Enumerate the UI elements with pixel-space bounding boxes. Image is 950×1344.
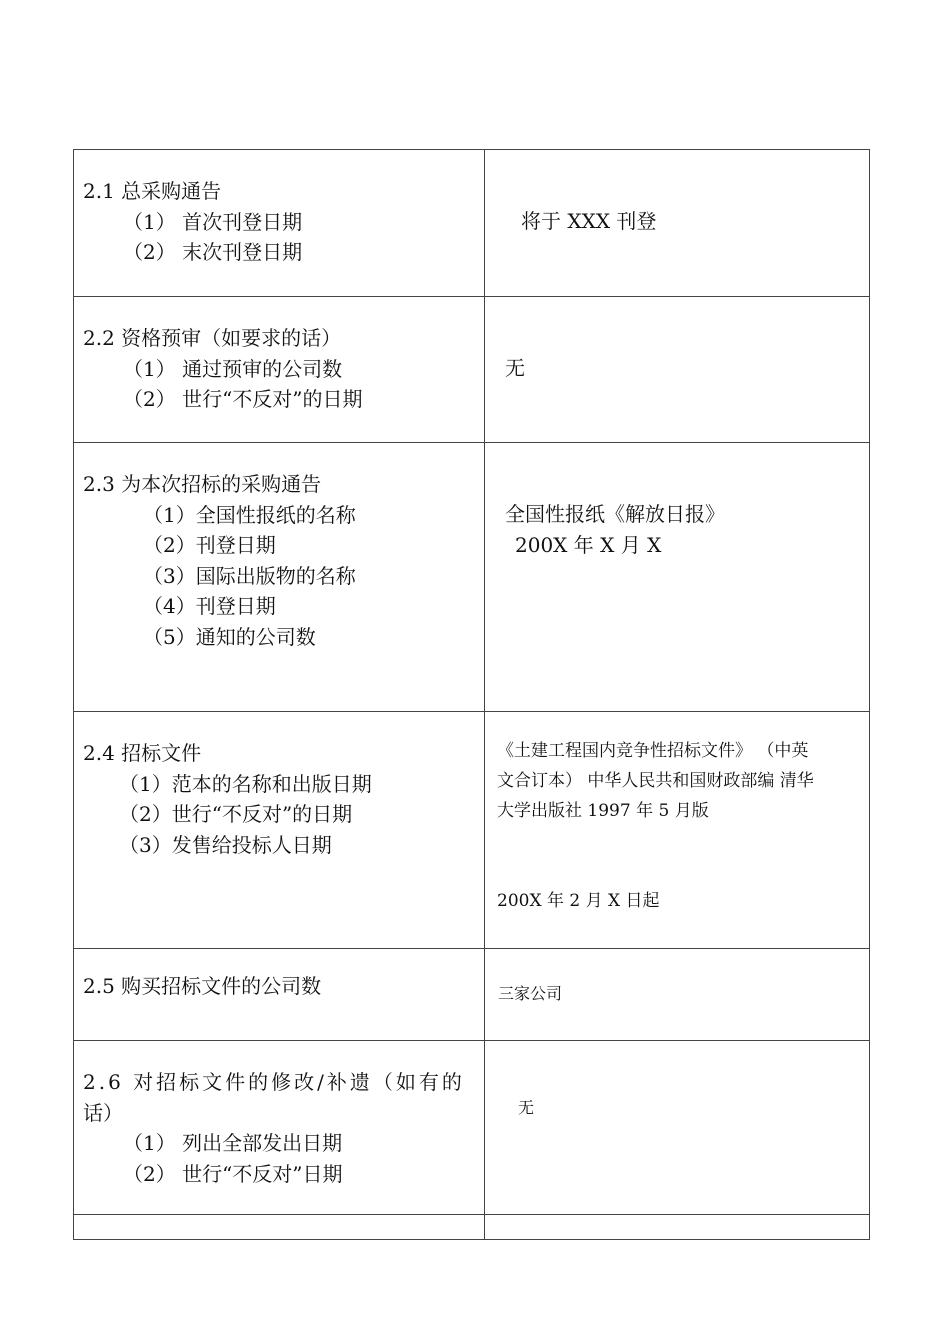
row-label-cell — [74, 1041, 485, 1215]
procurement-table — [73, 149, 870, 1240]
row-value-cell — [485, 297, 870, 443]
row-item: （2） 世行“不反对”的日期 — [123, 387, 363, 411]
row-value: 全国性报纸《解放日报》 — [505, 502, 725, 526]
row-value: 《土建工程国内竞争性招标文件》 （中英 — [497, 741, 809, 761]
row-item: （1） 通过预审的公司数 — [123, 356, 343, 381]
row-value-cell — [485, 1041, 870, 1215]
row-item: （2） 世行“不反对”日期 — [123, 1161, 343, 1186]
row-value: 无 — [518, 1098, 535, 1117]
row-value: 大学出版社 1997 年 5 月版 — [497, 801, 709, 821]
table-row-2-2 — [74, 297, 870, 443]
row-value: 将于 XXX 刊登 — [521, 209, 657, 233]
row-heading: 2.5 购买招标文件的公司数 — [83, 974, 322, 998]
row-item: （1） 列出全部发出日期 — [123, 1131, 343, 1155]
row-value-cell — [485, 712, 870, 949]
table-row-2-1 — [74, 150, 870, 297]
row-heading: 2.3 为本次招标的采购通告 — [83, 472, 322, 496]
row-item: （2）刊登日期 — [143, 533, 276, 557]
row-label-cell — [74, 443, 485, 712]
row-value: 文合订本） 中华人民共和国财政部编 清华 — [497, 771, 814, 791]
row-value-cell — [485, 949, 870, 1041]
row-heading: 2.6 对招标文件的修改/补遗（如有的 — [83, 1070, 465, 1094]
row-label-cell — [74, 949, 485, 1041]
row-item: （1）全国性报纸的名称 — [143, 502, 356, 527]
row-label-cell — [74, 712, 485, 949]
row-value: 200X 年 X 月 X — [515, 532, 662, 557]
row-value: 无 — [505, 356, 525, 380]
row-item: （1）范本的名称和出版日期 — [119, 771, 372, 796]
row-value: 三家公司 — [498, 984, 563, 1003]
row-value: 200X 年 2 月 X 日起 — [497, 891, 660, 911]
row-heading: 2.2 资格预审（如要求的话） — [83, 326, 342, 350]
table-row-2-5 — [74, 949, 870, 1041]
row-label-cell — [74, 150, 485, 297]
row-value-cell — [485, 443, 870, 712]
table-row-2-6 — [74, 1041, 870, 1215]
table-row-2-4 — [74, 712, 870, 949]
row-item: （3）发售给投标人日期 — [119, 832, 332, 857]
row-item: （4）刊登日期 — [143, 594, 276, 618]
row-value-cell — [485, 150, 870, 297]
row-heading: 2.4 招标文件 — [83, 741, 202, 765]
row-item: （3）国际出版物的名称 — [143, 563, 356, 588]
row-item: （2） 末次刊登日期 — [123, 240, 303, 264]
row-item: （1） 首次刊登日期 — [123, 209, 303, 234]
empty-cell — [485, 1215, 870, 1240]
table-row-empty — [74, 1215, 870, 1240]
empty-cell — [74, 1215, 485, 1240]
table-row-2-3 — [74, 443, 870, 712]
row-heading: 2.1 总采购通告 — [83, 179, 222, 203]
row-label-cell — [74, 297, 485, 443]
row-item: （5）通知的公司数 — [143, 624, 316, 649]
row-heading: 话） — [83, 1100, 123, 1125]
row-item: （2）世行“不反对”的日期 — [119, 802, 353, 826]
